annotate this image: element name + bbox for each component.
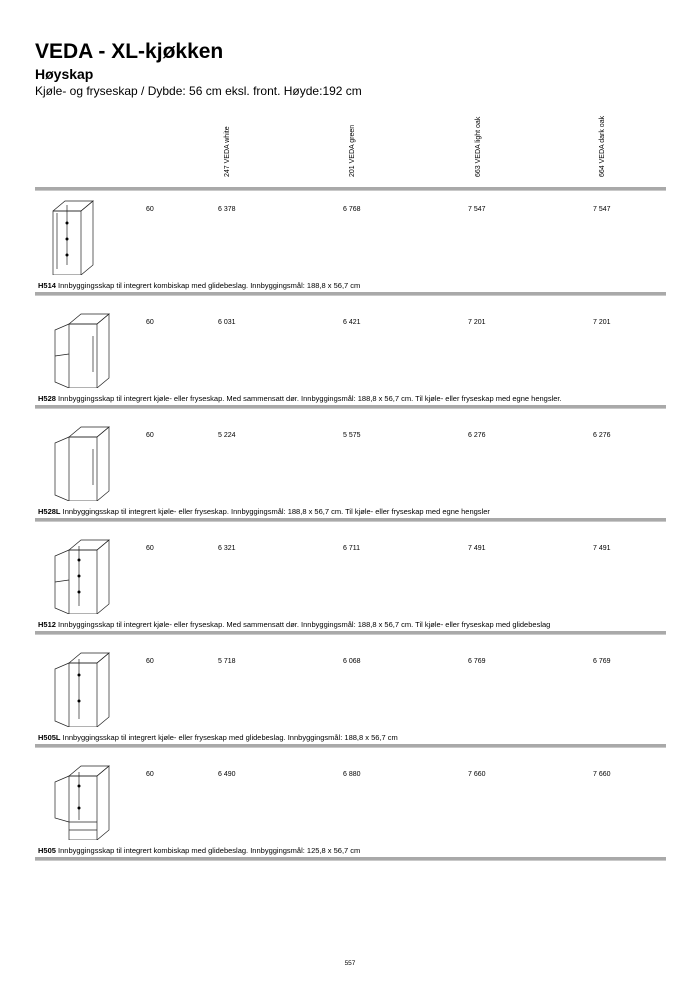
- price-white: 6 490: [218, 771, 236, 778]
- column-header: 247 VEDA white: [224, 126, 231, 177]
- price-white: 6 031: [218, 319, 236, 326]
- section-subtitle: Høyskap: [35, 66, 94, 82]
- price-light-oak: 6 769: [468, 658, 486, 665]
- price-light-oak: 7 660: [468, 771, 486, 778]
- page-title: VEDA - XL-kjøkken: [35, 40, 224, 63]
- column-header: 664 VEDA dark oak: [599, 115, 606, 177]
- price-white: 6 378: [218, 206, 236, 213]
- cabinet-single-door-slides-icon: [49, 651, 111, 727]
- price-light-oak: 7 547: [468, 206, 486, 213]
- price-light-oak: 7 201: [468, 319, 486, 326]
- price-light-oak: 7 491: [468, 545, 486, 552]
- price-dark-oak: 6 769: [593, 658, 611, 665]
- cabinet-short-combi-icon: [49, 764, 111, 840]
- row-divider: [35, 292, 666, 296]
- product-description: Innbyggingsskap til integrert kombiskap med glidebeslag. Innbyggingsmål: 188,8 x 56,7 cm: [58, 281, 361, 290]
- price-dark-oak: 7 491: [593, 545, 611, 552]
- page-number: 557: [344, 960, 356, 967]
- header-divider: [35, 187, 666, 191]
- price-dark-oak: 7 201: [593, 319, 611, 326]
- product-row: [35, 538, 666, 643]
- column-header: 201 VEDA green: [349, 124, 356, 177]
- cabinet-two-doors-slides-icon: [49, 199, 111, 275]
- width-value: 60: [146, 319, 154, 326]
- row-divider: [35, 744, 666, 748]
- product-row: [35, 651, 666, 756]
- width-value: 60: [146, 432, 154, 439]
- product-caption: [38, 507, 490, 516]
- price-dark-oak: 7 660: [593, 771, 611, 778]
- row-divider: [35, 631, 666, 635]
- price-green: 5 575: [343, 432, 361, 439]
- row-divider: [35, 857, 666, 861]
- product-description: Innbyggingsskap til integrert kjøle- eller fryseskap. Innbyggingsmål: 188,8 x 56,7 cm. Til kjøle- eller fryseskap med egne hengsler: [62, 507, 490, 516]
- price-green: 6 880: [343, 771, 361, 778]
- cabinet-combined-door-icon: [49, 312, 111, 388]
- price-light-oak: 6 276: [468, 432, 486, 439]
- product-code: H528: [38, 394, 56, 403]
- product-description: Innbyggingsskap til integrert kjøle- eller fryseskap med glidebeslag. Innbyggingsmål: 188,8 x 56,7 cm: [62, 733, 398, 742]
- price-green: 6 421: [343, 319, 361, 326]
- price-green: 6 768: [343, 206, 361, 213]
- cabinet-single-door-icon: [49, 425, 111, 501]
- product-code: H505L: [38, 733, 61, 742]
- product-caption: [38, 281, 360, 290]
- price-green: 6 068: [343, 658, 361, 665]
- product-row: [35, 199, 666, 304]
- product-description: Innbyggingsskap til integrert kjøle- eller fryseskap. Med sammensatt dør. Innbyggingsmål: 188,8 x 56,7 cm. Til kjøle- eller fryseskap med egne hengsler.: [58, 394, 562, 403]
- product-code: H505: [38, 846, 56, 855]
- width-value: 60: [146, 206, 154, 213]
- price-white: 5 224: [218, 432, 236, 439]
- column-header: 663 VEDA light oak: [475, 116, 482, 177]
- cabinet-combined-door-slides-icon: [49, 538, 111, 614]
- product-description: Innbyggingsskap til integrert kombiskap med glidebeslag. Innbyggingsmål: 125,8 x 56,7 cm: [58, 846, 361, 855]
- price-white: 6 321: [218, 545, 236, 552]
- width-value: 60: [146, 658, 154, 665]
- product-caption: [38, 394, 562, 403]
- row-divider: [35, 405, 666, 409]
- product-description: Innbyggingsskap til integrert kjøle- eller fryseskap. Med sammensatt dør. Innbyggingsmål: 188,8 x 56,7 cm. Til kjøle- eller fryseskap med glidebeslag: [58, 620, 551, 629]
- width-value: 60: [146, 545, 154, 552]
- price-dark-oak: 7 547: [593, 206, 611, 213]
- price-green: 6 711: [343, 545, 360, 552]
- product-row: [35, 764, 666, 869]
- section-description: Kjøle- og fryseskap / Dybde: 56 cm eksl. front. Høyde:192 cm: [35, 84, 362, 98]
- row-divider: [35, 518, 666, 522]
- product-caption: [38, 733, 398, 742]
- product-code: H512: [38, 620, 56, 629]
- product-code: H528L: [38, 507, 61, 516]
- product-caption: [38, 620, 550, 629]
- width-value: 60: [146, 771, 154, 778]
- product-caption: [38, 846, 360, 855]
- product-code: H514: [38, 281, 56, 290]
- price-dark-oak: 6 276: [593, 432, 611, 439]
- price-white: 5 718: [218, 658, 236, 665]
- product-row: [35, 312, 666, 417]
- product-row: [35, 425, 666, 530]
